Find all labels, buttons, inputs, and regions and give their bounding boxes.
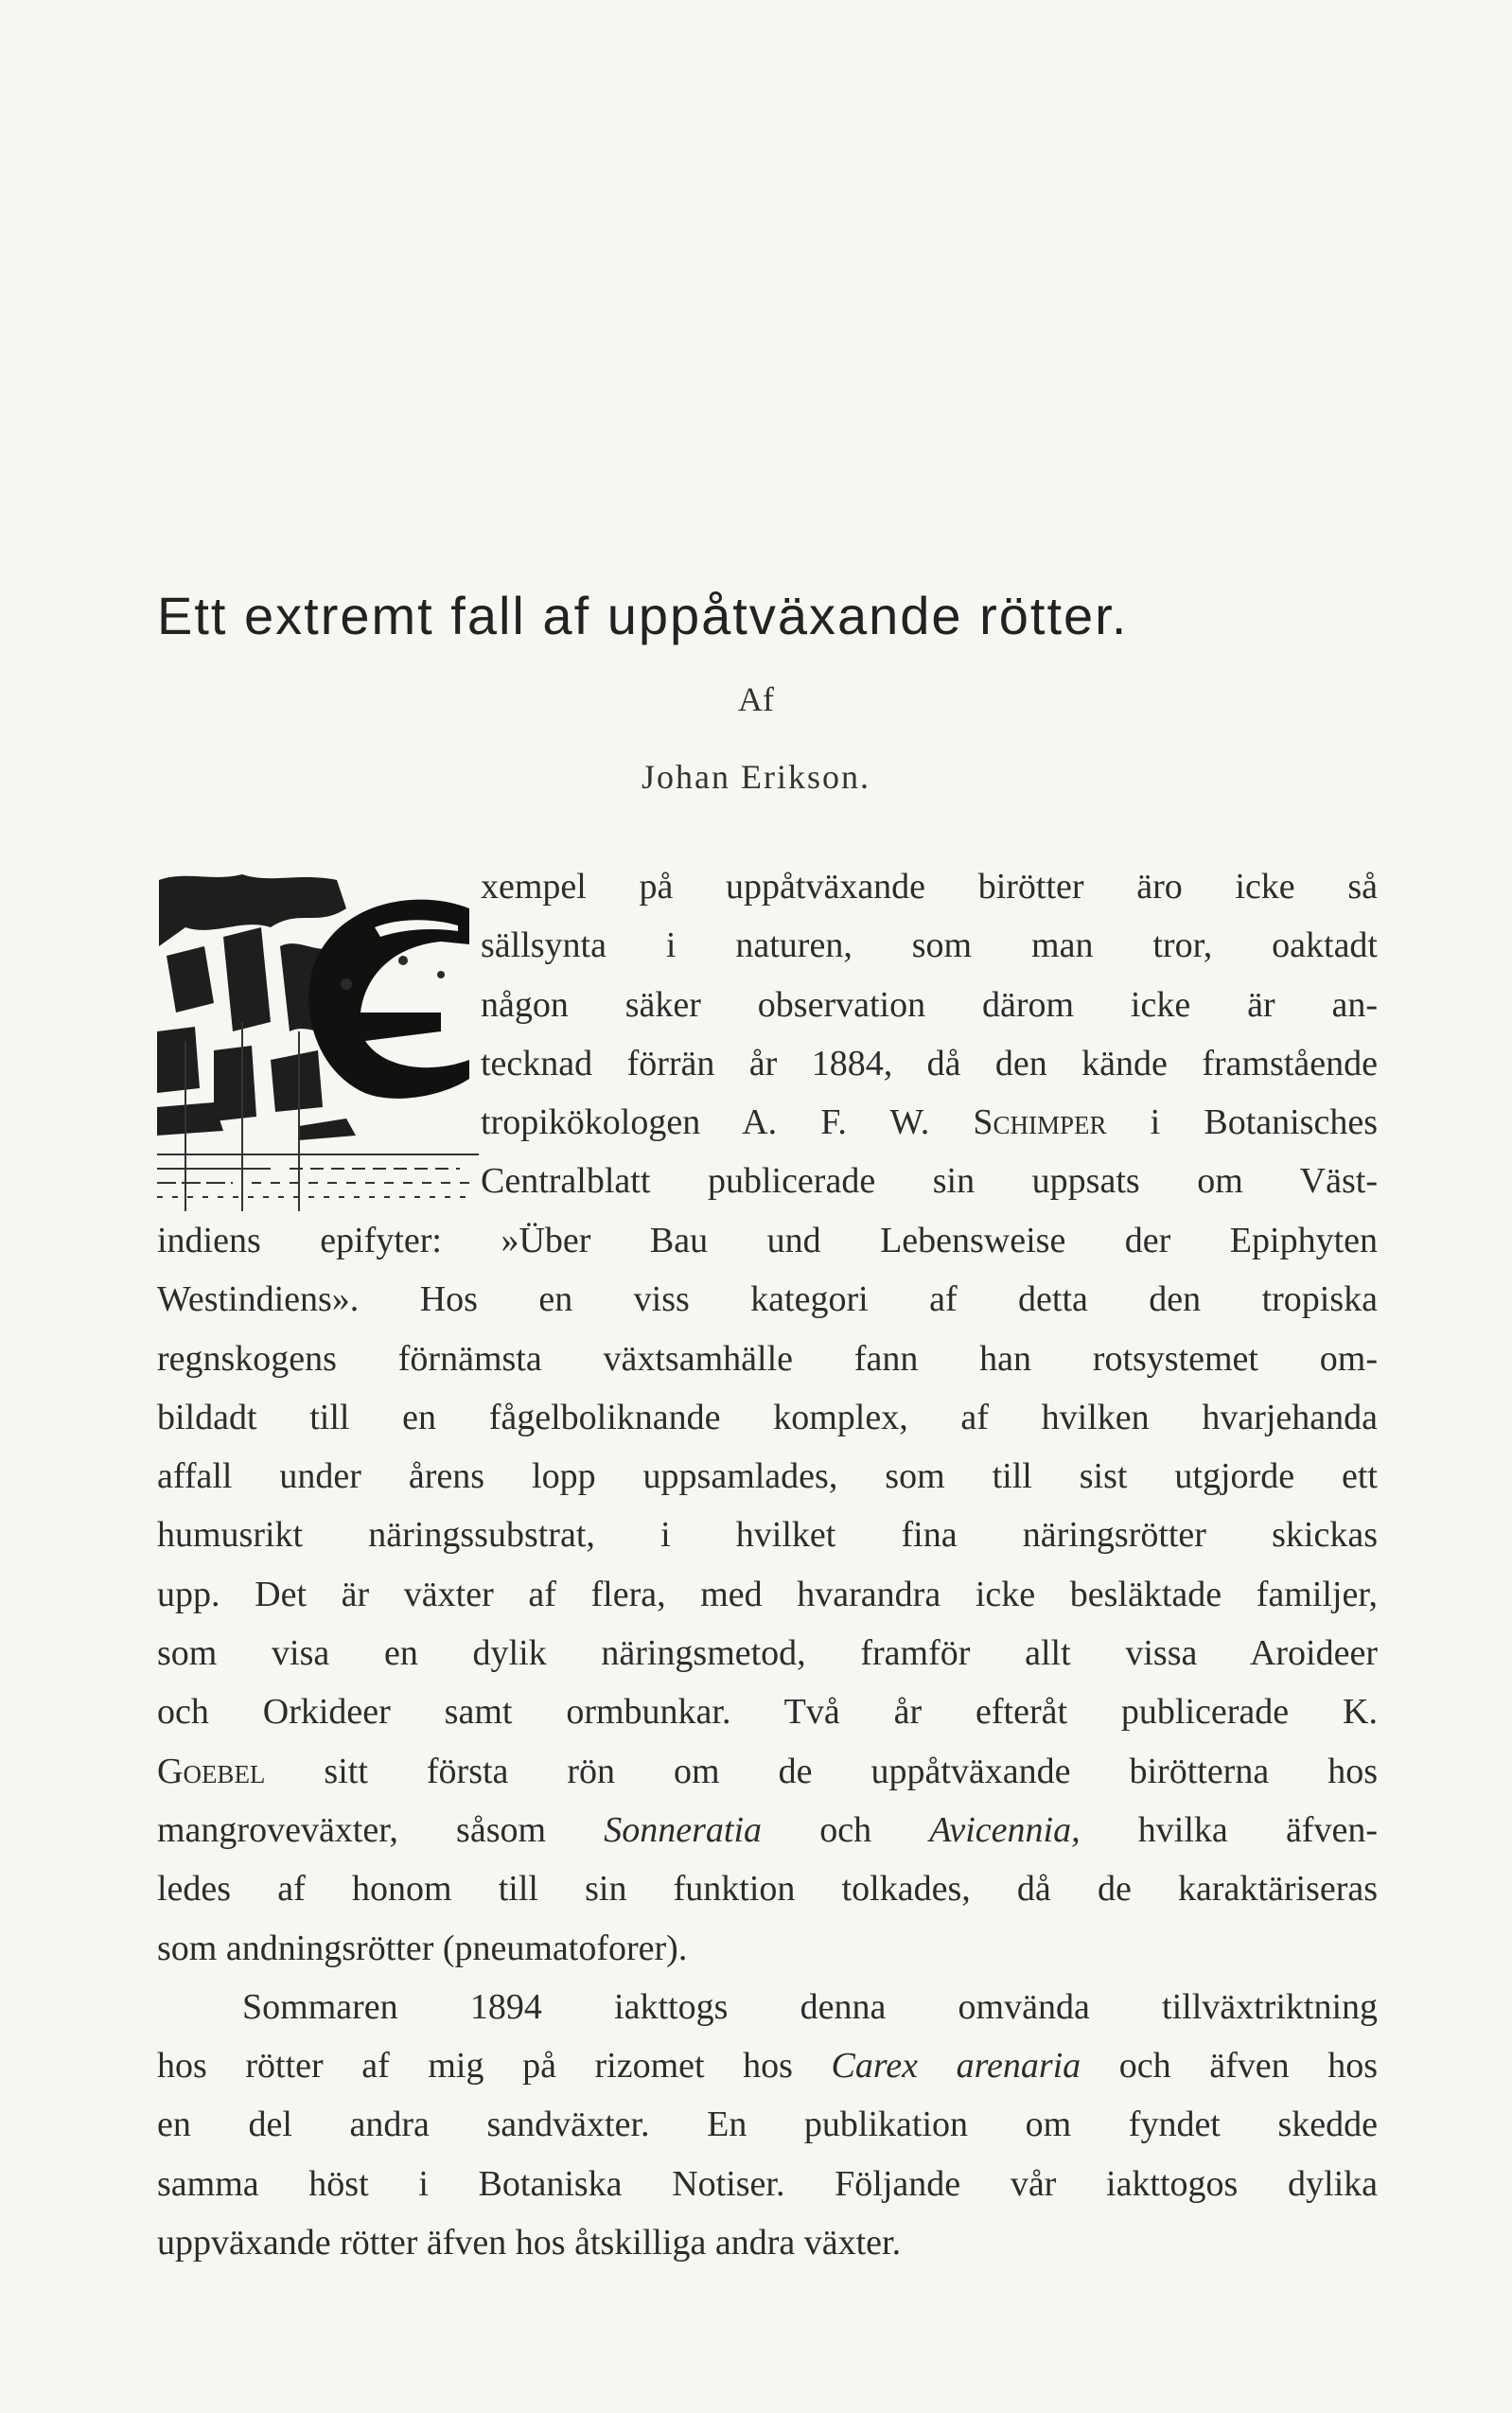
text-line: Westindiens». Hos en viss kategori af detta den tropiska — [157, 1279, 1378, 1320]
text-line: bildadt till en fågelboliknande komplex, af hvilken hvarjehanda — [157, 1397, 1378, 1437]
text-line: mangroveväxter, såsom Sonneratia och Avicennia, hvilka äfven- — [157, 1809, 1378, 1850]
author-reference-goebel: Goebel — [157, 1751, 266, 1791]
species-name: Carex arenaria — [831, 2046, 1081, 2087]
text-line: upp. Det är växter af flera, med hvarandra icke besläktade familjer, — [157, 1574, 1378, 1614]
text-line: humusrikt näringssubstrat, i hvilket fina näringsrötter skickas — [157, 1515, 1378, 1556]
text-line: som andningsrötter (pneumatoforer). — [157, 1928, 688, 1968]
text-line: samma höst i Botaniska Notiser. Följande vår iakttogos dylika — [157, 2163, 1378, 2204]
text-line: en del andra sandväxter. En publikation om fyndet skedde — [157, 2105, 1378, 2145]
article-title: Ett extremt fall af uppåtväxande rötter. — [157, 586, 1129, 645]
text-line: hos rötter af mig på rizomet hos Carex arenaria och äfven hos — [157, 2046, 1378, 2087]
species-name: Avicennia, — [929, 1809, 1081, 1850]
text-line: indiens epifyter: »Über Bau und Lebensweise der Epiphyten — [157, 1221, 1378, 1260]
text-line: Goebel sitt första rön om de uppåtväxande birötterna hos — [157, 1751, 1378, 1791]
author-name: Johan Erikson. — [642, 758, 870, 796]
text-line: och Orkideer samt ormbunkar. Två år efteråt publicerade K. — [157, 1692, 1378, 1733]
text-line: Sommaren 1894 iakttogs denna omvända tillväxtriktning — [242, 1986, 1378, 2027]
ornament-image — [157, 871, 479, 1211]
paragraph-1-wrapped — [481, 857, 1378, 1211]
paragraph-1-full — [157, 1211, 1378, 2272]
decorative-initial-e — [157, 871, 479, 1211]
species-name: Sonneratia — [604, 1809, 763, 1850]
text-line: tropikökologen A. F. W. Schimper i Botanisches — [481, 1102, 1378, 1143]
byline-af: Af — [738, 680, 774, 718]
text-line: regnskogens förnämsta växtsamhälle fann han rotsystemet om- — [157, 1338, 1378, 1379]
text-line: tecknad förrän år 1884, då den kände framstående — [481, 1043, 1378, 1083]
text-line: någon säker observation därom icke är an- — [481, 984, 1378, 1025]
text-line: xempel på uppåtväxande birötter äro icke så — [481, 867, 1378, 907]
text-line: uppväxande rötter äfven hos åtskilliga andra växter. — [157, 2223, 902, 2263]
text-line: sällsynta i naturen, som man tror, oaktadt — [481, 925, 1378, 966]
author-reference-schimper: Schimper — [973, 1102, 1107, 1143]
text-line: affall under årens lopp uppsamlades, som till sist utgjorde ett — [157, 1456, 1378, 1497]
text-line: som visa en dylik näringsmetod, framför allt vissa Aroideer — [157, 1633, 1378, 1674]
text-line: ledes af honom till sin funktion tolkades, då de karaktäriseras — [157, 1869, 1378, 1910]
text-line: Centralblatt publicerade sin uppsats om Väst- — [481, 1161, 1378, 1202]
